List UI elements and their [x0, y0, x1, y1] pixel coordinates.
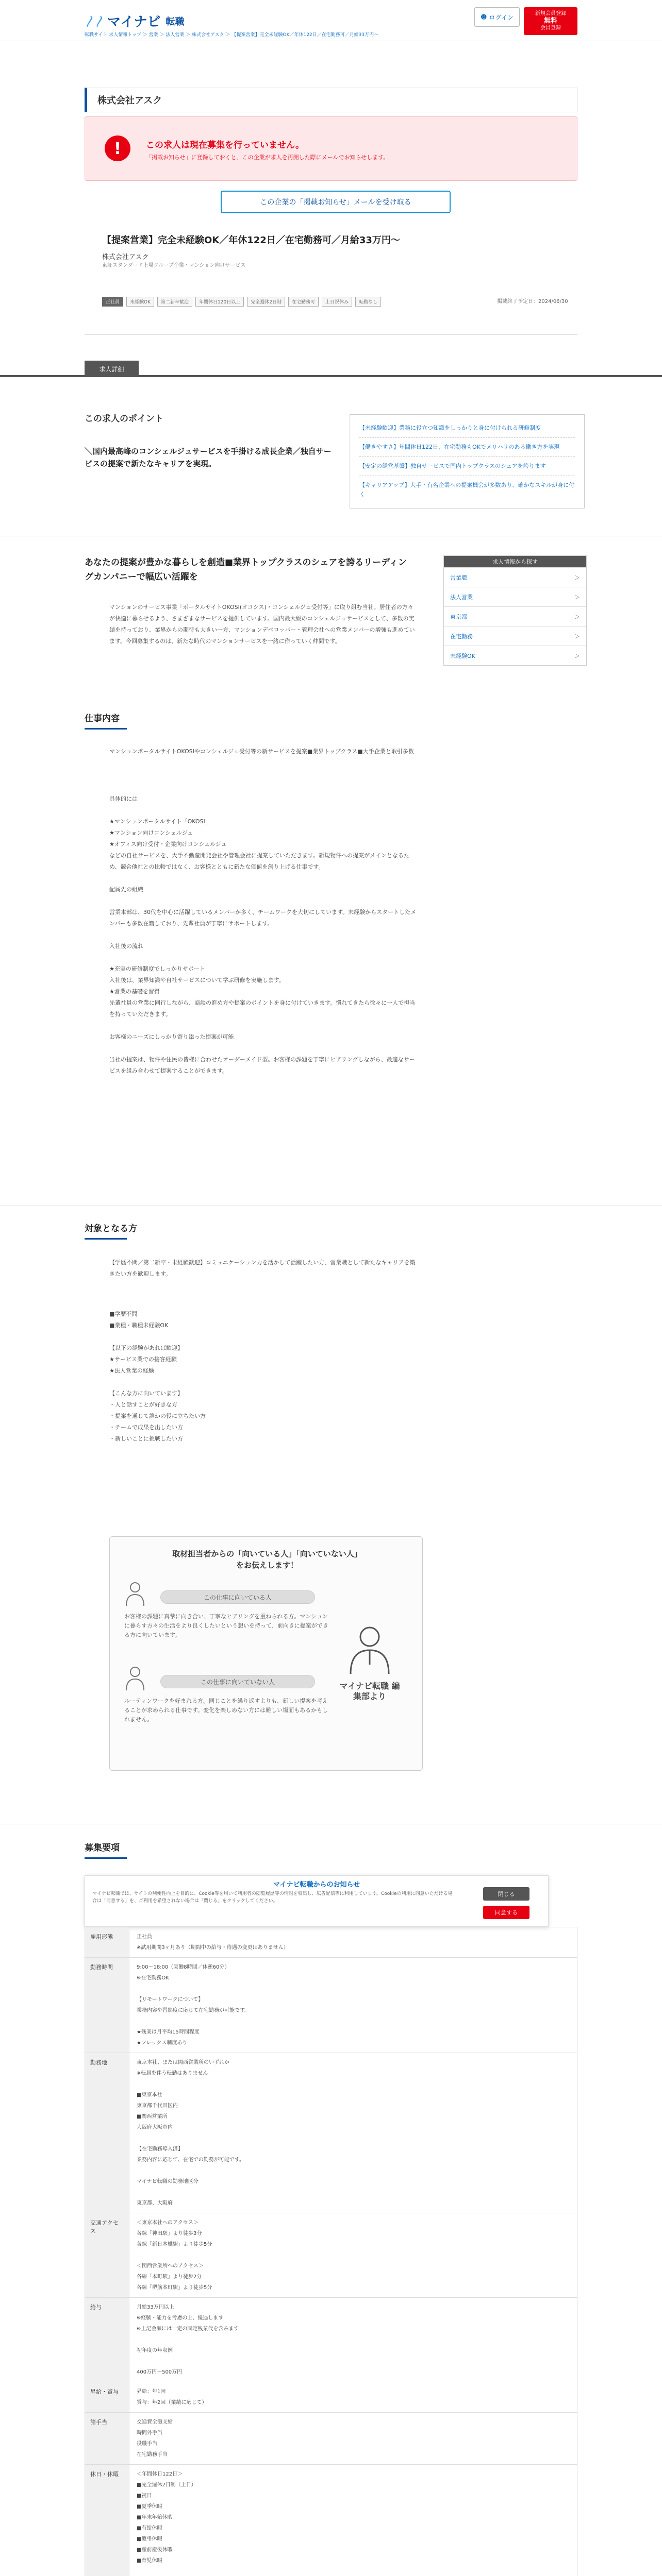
sidebar-item[interactable] — [444, 567, 586, 587]
job-tags — [102, 297, 391, 307]
table-row — [85, 2213, 577, 2298]
editor-illustration — [339, 1623, 401, 1716]
row-value: ＜東京本社へのアクセス＞ 各線「神田駅」より徒歩3分 各線「新日本橋駅」より徒歩5分 ＜関西営業所へのアクセス＞ 各線「本町駅」より徒歩2分 各線「堺筋本町駅」より徒歩5分 — [129, 2213, 577, 2298]
job-tag: 完全週休2日制 — [247, 297, 285, 307]
row-label: 交通アクセス — [85, 2213, 129, 2298]
table-row — [85, 1958, 577, 2053]
user-icon: ☻ — [481, 13, 487, 21]
alert-title: この求人は現在募集を行っていません。 — [146, 140, 305, 150]
work-heading — [85, 711, 127, 730]
company-name-bar — [85, 88, 577, 112]
chevron-right-icon: ＞ — [574, 633, 580, 640]
lead-text: あなたの提案が豊かな暮らしを創造■業界トップクラスのシェアを誇るリーディングカンパニーで幅広い活躍を — [85, 557, 407, 582]
closed-alert — [85, 116, 577, 181]
target-intro: 【学歴不問／第二新卒・未経験歓迎】コミュニケーション力を活かして活躍したい方、営業職として新たなキャリアを築きたい方を歓迎します。 — [109, 1259, 416, 1277]
points-links — [350, 414, 585, 509]
target-body: ■学歴不問 ■業種・職種未経験OK 【以下の経験があれば歓迎】 ★サービス業での接客経験 ★法人営業の経験 【こんな方に向いています】 ・人と話すことが好きな方 ・提案を通じて誰かの役に立ちたい方 ・チームで成果を出したい方 ・新しいことに挑戦したい方 — [109, 1311, 206, 1442]
sidebar-item-label: 東京都 — [450, 613, 467, 620]
row-label: 給与 — [85, 2298, 129, 2382]
register-main: 無料 — [543, 17, 557, 25]
job-tag: 年間休日120日以上 — [195, 297, 244, 307]
logo-text: マイナビ — [107, 14, 161, 30]
target-heading-text: 対象となる方 — [85, 1224, 137, 1234]
person-icon — [124, 1581, 146, 1607]
work-intro: マンションポータルサイトOKOSIやコンシェルジュ受付等の新サービスを提案■業界トップクラス■大手企業と取引多数 — [109, 748, 414, 755]
box-good-text: お客様の課題に真摯に向き合い、丁寧なヒアリングを重ねられる方。マンションに暮らす方々の生活をより良くしたいという想いを持って、前向きに提案ができる方に向いています。 — [124, 1613, 328, 1638]
row-value: ＜年間休日122日＞ ■完全週休2日制（土日） ■祝日 ■夏季休暇 ■年末年始休暇 ■有給休暇 ■慶弔休暇 ■産前産後休暇 ■育児休暇 — [129, 2465, 577, 2576]
sidebar-item[interactable] — [444, 606, 586, 626]
row-label: 雇用形態 — [85, 1927, 129, 1958]
points-link[interactable]: 【安定の経営基盤】独自サービスで国内トップクラスのシェアを誇ります — [359, 457, 575, 476]
publish-date: 掲載終了予定日：2024/06/30 — [497, 299, 568, 304]
intro-text: マンションのサービス事業「ポータルサイトOKOSI(オコシス)・コンシェルジュ受付等」に取り組む当社。居住者の方々が快適に暮らせるよう、さまざまなサービスを提供しています。国内最大級のコンシェルジュサービスとして、多数の実績を持っており、業界からの期待も大きい一方、マンションデベロッパー・管理会社への営業メンバーの増強も進めています。今回募集するのは、新たな時代のマンションサービスを一緒に作っていく仲間です。 — [109, 604, 415, 645]
sidebar-item-label: 法人営業 — [450, 594, 473, 601]
table-row — [85, 2053, 577, 2213]
register-top: 新規会員登録 — [535, 11, 566, 16]
box-good-label: この仕事に向いている人 — [160, 1590, 315, 1604]
points-heading: この求人のポイント — [85, 414, 163, 424]
sidebar-header: 求人情報から探す — [444, 556, 586, 567]
tab-job-detail[interactable]: 求人詳細 — [85, 361, 139, 377]
cookie-text: マイナビ転職では、サイトの利便性向上を目的に、Cookie等を用いて利用者の閲覧履歴等の情報を収集し、広告配信等に利用しています。Cookieの利用に同意いただける場合は「同意する」を、ご利用を希望されない場合は「閉じる」をクリックしてください。 — [92, 1891, 453, 1904]
sidebar-search — [443, 555, 587, 666]
row-value: 東京本社、または関西営業所のいずれか ※転居を伴う転勤はありません ■東京本社 東京都千代田区内 ■関西営業所 大阪府大阪市内 【在宅勤務導入済】 業務内容に応じて、在宅での勤務が可能です。 マイナビ転職の勤務地区分 東京都、大阪府 — [129, 2053, 577, 2213]
job-company[interactable]: 株式会社アスク — [102, 253, 149, 261]
cookie-title: マイナビ転職からのお知らせ — [273, 1881, 360, 1889]
job-tag: 未経験OK — [126, 297, 154, 307]
register-bottom: 会員登録 — [540, 25, 561, 31]
person-icon — [124, 1666, 146, 1691]
box-bad-label: この仕事に向いていない人 — [160, 1675, 315, 1688]
points-link[interactable]: 【キャリアアップ】大手・有名企業への提案機会が多数あり、確かなスキルが身に付く — [359, 482, 575, 498]
cookie-agree-button[interactable]: 同意する — [483, 1906, 529, 1919]
chevron-right-icon: ＞ — [574, 594, 580, 601]
sidebar-item[interactable] — [444, 646, 586, 665]
tab-bar — [0, 361, 662, 377]
table-row — [85, 2465, 577, 2576]
job-company-sub: 東証スタンダード上場グループ企業・マンション向けサービス — [102, 263, 246, 268]
recruit-table — [85, 1927, 577, 2576]
row-value: 昇給：年1回 賞与：年2回（業績に応じて） — [129, 2382, 577, 2413]
sidebar-item-label: 在宅勤務 — [450, 633, 473, 640]
editor-advice-box — [109, 1536, 423, 1771]
job-tag: 在宅勤務可 — [288, 297, 319, 307]
login-label: ログイン — [489, 13, 514, 21]
recruit-heading-text: 募集要項 — [85, 1843, 120, 1853]
chevron-right-icon: ＞ — [574, 652, 580, 659]
points-text: ＼国内最高峰のコンシェルジュサービスを手掛ける成長企業／独自サービスの提案で新たなキャリアを実現。 — [85, 447, 332, 468]
box-editor-label: マイナビ転職 編集部より — [339, 1681, 400, 1701]
job-summary — [85, 222, 577, 335]
row-value: 9:00〜18:00（実働8時間／休憩60分） ※在宅勤務OK 【リモートワークについて】 業務内容や習熟度に応じて在宅勤務が可能です。 ★残業は月平均15時間程度 ★フレックス制度あり — [129, 1958, 577, 2053]
chevron-right-icon: ＞ — [574, 574, 580, 581]
site-logo[interactable] — [85, 11, 185, 30]
sidebar-item-label: 未経験OK — [450, 652, 475, 659]
breadcrumb[interactable]: 転職サイト 求人情報トップ ＞ 営業 ＞ 法人営業 ＞ 株式会社アスク ＞ 【提案営業】完全未経験OK／年休122日／在宅勤務可／月給33万円〜 — [85, 32, 379, 38]
job-tag: 転勤なし — [355, 297, 381, 307]
target-heading — [85, 1221, 137, 1240]
sidebar-item[interactable] — [444, 587, 586, 606]
box-title: 取材担当者からの「向いている人」「向いていない人」をお伝えします！ — [172, 1549, 362, 1570]
job-tag: 土日祝休み — [322, 297, 352, 307]
site-header — [0, 0, 662, 41]
cookie-banner — [85, 1875, 549, 1927]
table-row — [85, 2298, 577, 2382]
exclamation-icon: ! — [105, 135, 130, 161]
alert-body: 「掲載お知らせ」に登録しておくと、この企業が求人を再開した際にメールでお知らせします。 — [146, 154, 389, 161]
sidebar-item-label: 営業職 — [450, 574, 467, 581]
row-label: 勤務時間 — [85, 1958, 129, 2053]
row-value: 月給33万円以上 ※経験・能力を考慮の上、優遇します ※上記金額には一定の固定残業代を含みます 初年度の年収例 400万円〜500万円 — [129, 2298, 577, 2382]
job-tag: 正社員 — [102, 297, 123, 307]
row-label: 諸手当 — [85, 2413, 129, 2465]
chevron-right-icon: ＞ — [574, 613, 580, 620]
register-button[interactable] — [524, 7, 577, 35]
row-label: 勤務地 — [85, 2053, 129, 2213]
logo-mark-icon: 〳〳 — [85, 15, 105, 28]
points-link[interactable]: 【未経験歓迎】業務に役立つ知識をしっかりと身に付けられる研修制度 — [359, 419, 575, 438]
job-tag: 第二新卒歓迎 — [157, 297, 192, 307]
box-bad-text: ルーティンワークを好まれる方。同じことを繰り返すよりも、新しい提案を考えることが求められる仕事です。変化を楽しめない方には難しい場面もあるかもしれません。 — [124, 1698, 328, 1723]
login-button[interactable] — [474, 7, 520, 27]
job-title: 【提案営業】完全未経験OK／年休122日／在宅勤務可／月給33万円〜 — [102, 235, 400, 246]
work-heading-text: 仕事内容 — [85, 714, 120, 724]
cookie-close-button[interactable]: 閉じる — [483, 1887, 529, 1901]
row-label: 昇給・賞与 — [85, 2382, 129, 2413]
recruit-heading — [85, 1840, 127, 1859]
row-value: 交通費全額支給 時間外手当 役職手当 在宅勤務手当 — [129, 2413, 577, 2465]
work-body: 具体的には ★マンションポータルサイト「OKOSI」 ★マンション向けコンシェルジュ ★オフィス向け受付・企業向けコンシェルジュ などの自社サービスを、大手不動産開発会社や管理会社に提案していただきます。新規物件への提案がメインとなるため、競合他社との比較ではなく、お客様とともに新たな価値を創り上げる仕事です。 配属先の組織 営業本部は、30代を中心に活躍しているメンバーが多く、チームワークを大切にしています。未経験からスタートしたメンバーも多数在籍しており、先輩社員が丁寧にサポートします。 入社後の流れ ★充実の研修制度でしっかりサポート 入社後は、業界知識や自社サービスについて学ぶ研修を実施します。 ★営業の基礎を習得 先輩社員の営業に同行しながら、商談の進め方や提案のポイントを身に付けていきます。慣れてきたら徐々に一人で担当を持っていただきます。 お客様のニーズにしっかり寄り添った提案が可能 当社の提案は、物件や住民の皆様に合わせたオーダーメイド型。お客様の課題を丁寧にヒアリングしながら、最適なサービスを組み合わせて提案することができます。 — [109, 795, 417, 1074]
table-row — [85, 2382, 577, 2413]
sidebar-item[interactable] — [444, 626, 586, 646]
company-name: 株式会社アスク — [97, 95, 162, 106]
editor-person-icon — [346, 1623, 393, 1675]
logo-sub: 転職 — [166, 16, 185, 27]
notify-button[interactable]: この企業の「掲載お知らせ」メールを受け取る — [221, 191, 451, 213]
row-label: 休日・休暇 — [85, 2465, 129, 2576]
points-link[interactable]: 【働きやすさ】年間休日122日、在宅勤務もOKでメリハリのある働き方を実現 — [359, 438, 575, 457]
row-value: 正社員 ※試用期間3ヶ月あり（期間中の給与・待遇の変更はありません） — [129, 1927, 577, 1958]
table-row — [85, 1927, 577, 1958]
table-row — [85, 2413, 577, 2465]
